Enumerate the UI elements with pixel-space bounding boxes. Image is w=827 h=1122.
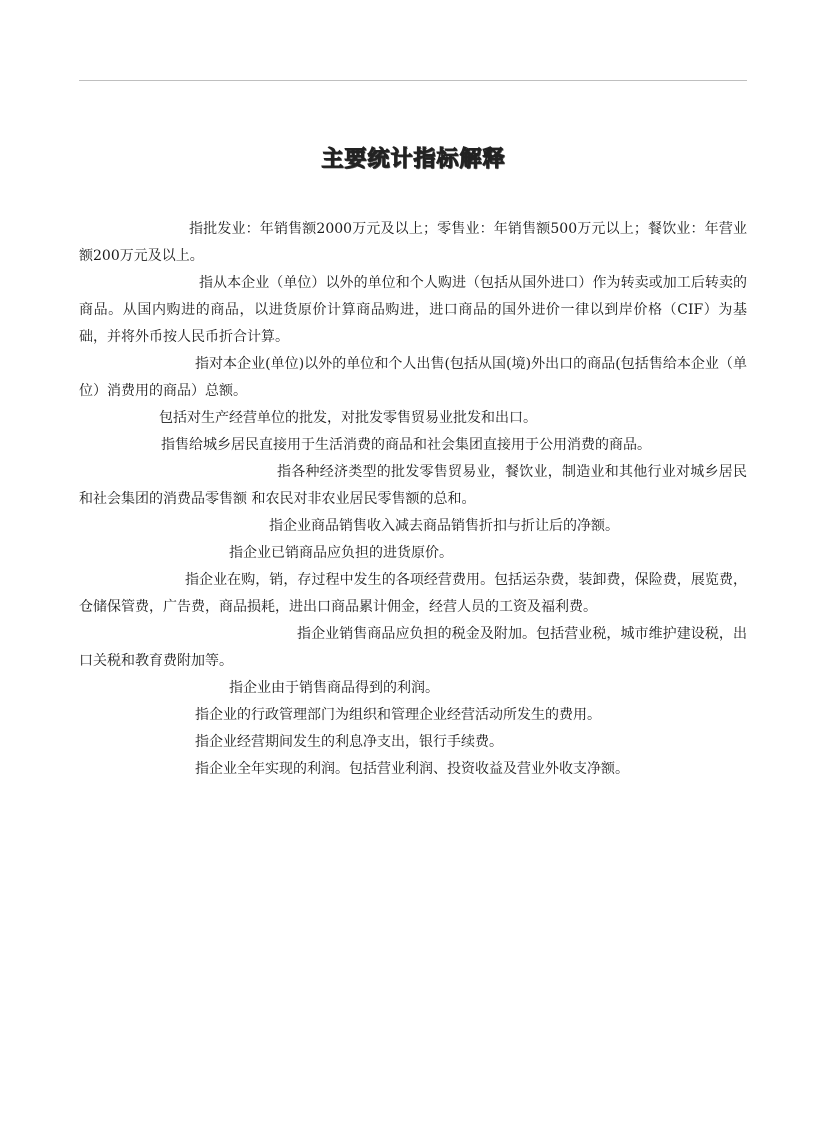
definition-paragraph: 指企业全年实现的利润。包括营业利润、投资收益及营业外收支净额。 bbox=[195, 761, 629, 777]
definitions-body bbox=[79, 216, 747, 783]
definition-paragraph: 包括对生产经营单位的批发，对批发零售贸易业批发和出口。 bbox=[159, 410, 537, 426]
definition-paragraph: 指企业在购，销，存过程中发生的各项经营费用。包括运杂费，装卸费，保险费，展览费，仓储保管费，广告费，商品损耗，进出口商品累计佣金，经营人员的工资及福利费。 bbox=[79, 572, 747, 615]
definition-paragraph: 指批发业：年销售额2000万元及以上；零售业：年销售额500万元以上；餐饮业：年营业额200万元及以上。 bbox=[79, 221, 747, 264]
definition-paragraph: 指企业销售商品应负担的税金及附加。包括营业税，城市维护建设税，出口关税和教育费附加等。 bbox=[79, 626, 747, 669]
definition-paragraph: 指企业经营期间发生的利息净支出，银行手续费。 bbox=[195, 734, 503, 750]
definition-paragraph: 指从本企业（单位）以外的单位和个人购进（包括从国外进口）作为转卖或加工后转卖的商品。从国内购进的商品，以进货原价计算商品购进，进口商品的国外进价一律以到岸价格（CIF）为基础，并将外币按人民币折合计算。 bbox=[79, 275, 747, 345]
page-title: 主要统计指标解释 bbox=[321, 147, 506, 172]
definition-paragraph: 指企业的行政管理部门为组织和管理企业经营活动所发生的费用。 bbox=[195, 707, 601, 723]
definition-paragraph: 指企业商品销售收入减去商品销售折扣与折让后的净额。 bbox=[269, 518, 619, 534]
definition-paragraph: 指对本企业(单位)以外的单位和个人出售(包括从国(境)外出口的商品(包括售给本企业（单位）消费用的商品）总额。 bbox=[79, 356, 747, 399]
header-rule bbox=[79, 80, 747, 81]
definition-paragraph: 指企业已销商品应负担的进货原价。 bbox=[229, 545, 453, 561]
definition-paragraph: 指各种经济类型的批发零售贸易业，餐饮业，制造业和其他行业对城乡居民和社会集团的消费品零售额 和农民对非农业居民零售额的总和。 bbox=[79, 464, 747, 507]
definition-paragraph: 指售给城乡居民直接用于生活消费的商品和社会集团直接用于公用消费的商品。 bbox=[161, 437, 651, 453]
definition-paragraph: 指企业由于销售商品得到的利润。 bbox=[229, 680, 439, 696]
